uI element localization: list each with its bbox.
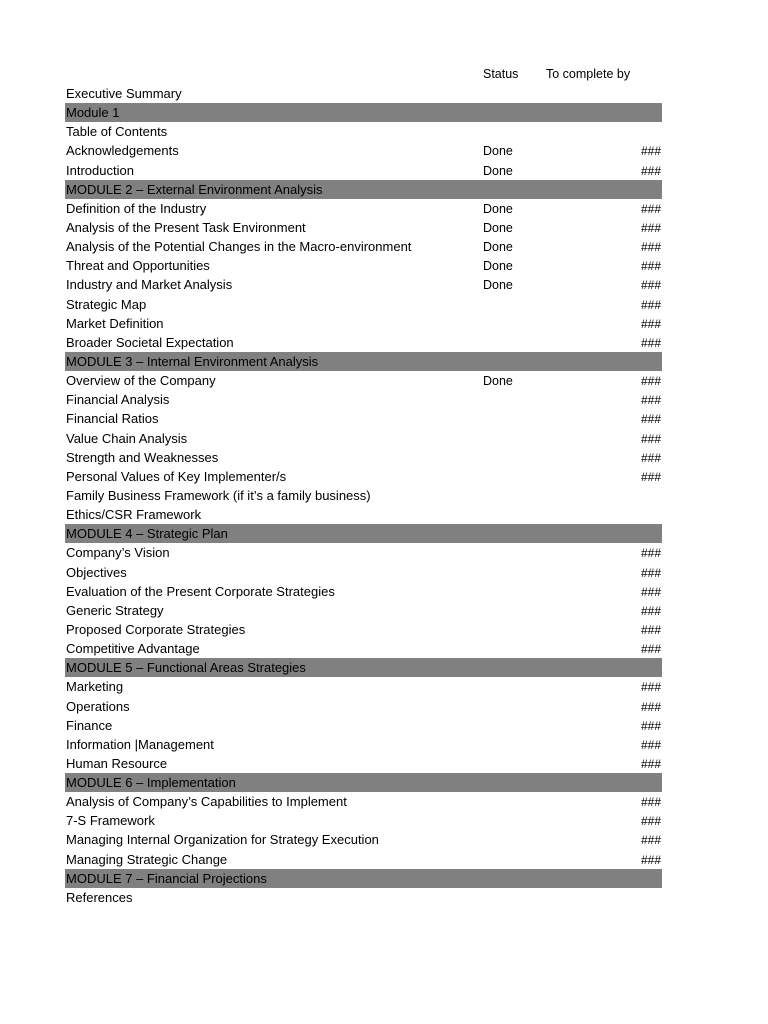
due-date-value: ### <box>640 565 661 580</box>
status-column-header: Status <box>483 67 519 81</box>
due-date-value: ### <box>640 316 661 331</box>
section-label: 7-S Framework <box>66 813 155 829</box>
section-row <box>65 256 662 275</box>
module-header-row <box>65 869 662 888</box>
section-row <box>65 639 662 658</box>
section-label: Analysis of the Present Task Environment <box>66 219 306 235</box>
section-row <box>65 448 662 467</box>
section-label: Company’s Vision <box>66 545 170 561</box>
module-title: MODULE 6 – Implementation <box>66 775 236 791</box>
module-title: MODULE 3 – Internal Environment Analysis <box>66 353 319 369</box>
due-date-value: ### <box>640 220 661 235</box>
due-date-value: ### <box>640 584 661 599</box>
section-row <box>65 792 662 811</box>
section-label: Acknowledgements <box>66 143 179 159</box>
due-date-value: ### <box>640 622 661 637</box>
section-label: Objectives <box>66 564 127 580</box>
section-label: Finance <box>66 717 113 733</box>
module-title: MODULE 4 – Strategic Plan <box>66 526 228 542</box>
section-label: Industry and Market Analysis <box>66 277 233 293</box>
section-row <box>65 390 662 409</box>
section-row <box>65 543 662 562</box>
section-row <box>65 620 662 639</box>
due-date-value: ### <box>640 412 661 427</box>
section-row <box>65 754 662 773</box>
section-label: Managing Internal Organization for Strategy Execution <box>66 832 379 848</box>
section-row <box>65 850 662 869</box>
due-date-value: ### <box>640 278 661 293</box>
due-date-value: ### <box>640 642 661 657</box>
section-row <box>65 218 662 237</box>
section-label: Operations <box>66 698 130 714</box>
to-complete-by-column-header: To complete by <box>546 67 631 81</box>
module-title: MODULE 7 – Financial Projections <box>66 870 267 886</box>
due-date-value: ### <box>640 431 661 446</box>
section-label: Family Business Framework (if it’s a family business) <box>66 487 371 503</box>
module-header-row <box>65 352 662 371</box>
outline-rows <box>65 84 662 907</box>
section-row <box>65 811 662 830</box>
outline-sheet <box>65 65 662 907</box>
section-row <box>65 275 662 294</box>
section-row <box>65 582 662 601</box>
module-header-row <box>65 180 662 199</box>
section-label: Strategic Map <box>66 296 147 312</box>
due-date-value: ### <box>640 852 661 867</box>
section-label: Financial Analysis <box>66 392 170 408</box>
section-row <box>65 830 662 849</box>
section-label: Definition of the Industry <box>66 200 207 216</box>
section-label: Human Resource <box>66 755 168 771</box>
section-label: Personal Values of Key Implementer/s <box>66 468 287 484</box>
due-date-value: ### <box>640 450 661 465</box>
due-date-value: ### <box>640 718 661 733</box>
section-row <box>65 563 662 582</box>
due-date-value: ### <box>640 144 661 159</box>
status-value: Done <box>483 220 513 235</box>
status-value: Done <box>483 259 513 274</box>
status-value: Done <box>483 144 513 159</box>
section-label: Financial Ratios <box>66 411 159 427</box>
section-label: Generic Strategy <box>66 602 164 618</box>
section-row <box>65 888 662 907</box>
status-value: Done <box>483 201 513 216</box>
section-row <box>65 601 662 620</box>
section-row <box>65 122 662 141</box>
section-row <box>65 199 662 218</box>
section-label: Analysis of the Potential Changes in the Macro-environment <box>66 239 412 255</box>
section-row <box>65 409 662 428</box>
due-date-value: ### <box>640 737 661 752</box>
section-label: Table of Contents <box>66 124 168 140</box>
section-label: Evaluation of the Present Corporate Strategies <box>66 583 335 599</box>
due-date-value: ### <box>640 756 661 771</box>
due-date-value: ### <box>640 297 661 312</box>
section-label: Broader Societal Expectation <box>66 334 234 350</box>
due-date-value: ### <box>640 795 661 810</box>
section-row <box>65 735 662 754</box>
due-date-value: ### <box>640 374 661 389</box>
due-date-value: ### <box>640 163 661 178</box>
section-row <box>65 314 662 333</box>
section-label: Value Chain Analysis <box>66 430 188 446</box>
section-row <box>65 677 662 696</box>
column-header-row <box>65 65 662 84</box>
status-value: Done <box>483 240 513 255</box>
section-label: Introduction <box>66 162 134 178</box>
section-label: Analysis of Company’s Capabilities to Implement <box>66 794 347 810</box>
module-header-row <box>65 658 662 677</box>
status-value: Done <box>483 163 513 178</box>
due-date-value: ### <box>640 833 661 848</box>
section-label: Ethics/CSR Framework <box>66 507 202 523</box>
module-title: Module 1 <box>66 105 120 121</box>
section-label: Overview of the Company <box>66 373 216 389</box>
module-title: MODULE 2 – External Environment Analysis <box>66 181 323 197</box>
section-row <box>65 141 662 160</box>
section-row <box>65 84 662 103</box>
section-row <box>65 161 662 180</box>
due-date-value: ### <box>640 393 661 408</box>
module-title: MODULE 5 – Functional Areas Strategies <box>66 660 306 676</box>
section-row <box>65 716 662 735</box>
section-row <box>65 371 662 390</box>
due-date-value: ### <box>640 335 661 350</box>
section-label: Executive Summary <box>66 86 182 101</box>
status-value: Done <box>483 374 513 389</box>
due-date-value: ### <box>640 814 661 829</box>
section-row <box>65 237 662 256</box>
section-label: Market Definition <box>66 315 164 331</box>
section-label: Managing Strategic Change <box>66 851 228 867</box>
section-row <box>65 697 662 716</box>
section-label: Proposed Corporate Strategies <box>66 621 246 637</box>
section-label: Marketing <box>66 679 124 695</box>
due-date-value: ### <box>640 259 661 274</box>
due-date-value: ### <box>640 699 661 714</box>
module-header-row <box>65 524 662 543</box>
module-header-row <box>65 773 662 792</box>
section-row <box>65 429 662 448</box>
due-date-value: ### <box>640 201 661 216</box>
due-date-value: ### <box>640 240 661 255</box>
section-row <box>65 486 662 505</box>
due-date-value: ### <box>640 680 661 695</box>
section-label: Strength and Weaknesses <box>66 449 219 465</box>
due-date-value: ### <box>640 546 661 561</box>
due-date-value: ### <box>640 469 661 484</box>
section-row <box>65 333 662 352</box>
status-value: Done <box>483 278 513 293</box>
section-label: Information |Management <box>66 736 214 752</box>
section-row <box>65 505 662 524</box>
section-label: Threat and Opportunities <box>66 258 210 274</box>
module-header-row <box>65 103 662 122</box>
section-label: References <box>66 889 133 905</box>
section-row <box>65 467 662 486</box>
section-row <box>65 295 662 314</box>
section-label: Competitive Advantage <box>66 641 200 657</box>
due-date-value: ### <box>640 603 661 618</box>
